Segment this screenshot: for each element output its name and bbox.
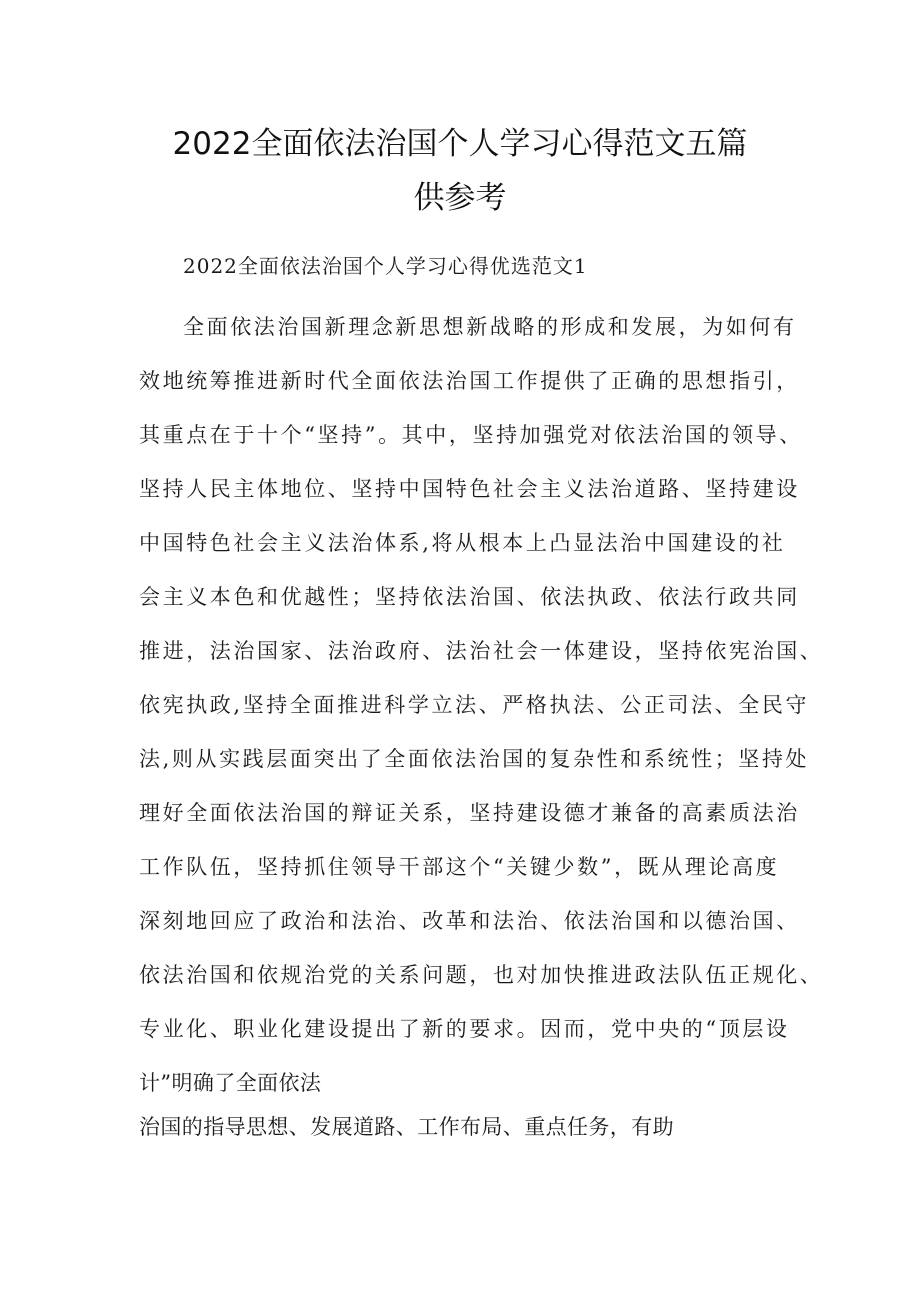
body-line: 治国的指导思想、发展道路、工作布局、重点任务，有助 (139, 1115, 674, 1139)
body-line: 中国特色社会主义法治体系,将从根本上凸显法治中国建设的社 (139, 531, 786, 555)
body-line: 效地统筹推进新时代全面依法治国工作提供了正确的思想指引， (139, 369, 800, 393)
body-line: 法,则从实践层面突出了全面依法治国的复杂性和系统性；坚持处 (139, 747, 810, 771)
body-line: 专业化、职业化建设提出了新的要求。因而，党中央的“顶层设 (139, 1017, 790, 1041)
document-title-line-2: 供参考 (413, 180, 507, 216)
body-line: 深刻地回应了政治和法治、改革和法治、依法治国和以德治国、 (139, 909, 800, 933)
body-line: 会主义本色和优越性；坚持依法治国、依法执政、依法行政共同 (139, 585, 800, 609)
body-line: 依宪执政,坚持全面推进科学立法、严格执法、公正司法、全民守 (139, 693, 810, 717)
document-title-line-1: 2022全面依法治国个人学习心得范文五篇 (172, 126, 748, 162)
body-line: 推进，法治国家、法治政府、法治社会一体建设，坚持依宪治国、 (139, 639, 824, 663)
body-line: 理好全面依法治国的辩证关系，坚持建设德才兼备的高素质法治 (139, 801, 800, 825)
section-heading: 2022全面依法治国个人学习心得优选范文1 (183, 254, 588, 278)
body-line: 全面依法治国新理念新思想新战略的形成和发展，为如何有 (183, 315, 797, 339)
body-line: 计”明确了全面依法 (139, 1071, 322, 1095)
body-line: 其重点在于十个“坚持”。其中，坚持加强党对依法治国的领导、 (139, 423, 803, 447)
body-line: 工作队伍，坚持抓住领导干部这个“关键少数”，既从理论高度 (139, 855, 780, 879)
body-line: 坚持人民主体地位、坚持中国特色社会主义法治道路、坚持建设 (139, 477, 800, 501)
body-line: 依法治国和依规治党的关系问题，也对加快推进政法队伍正规化、 (139, 963, 824, 987)
